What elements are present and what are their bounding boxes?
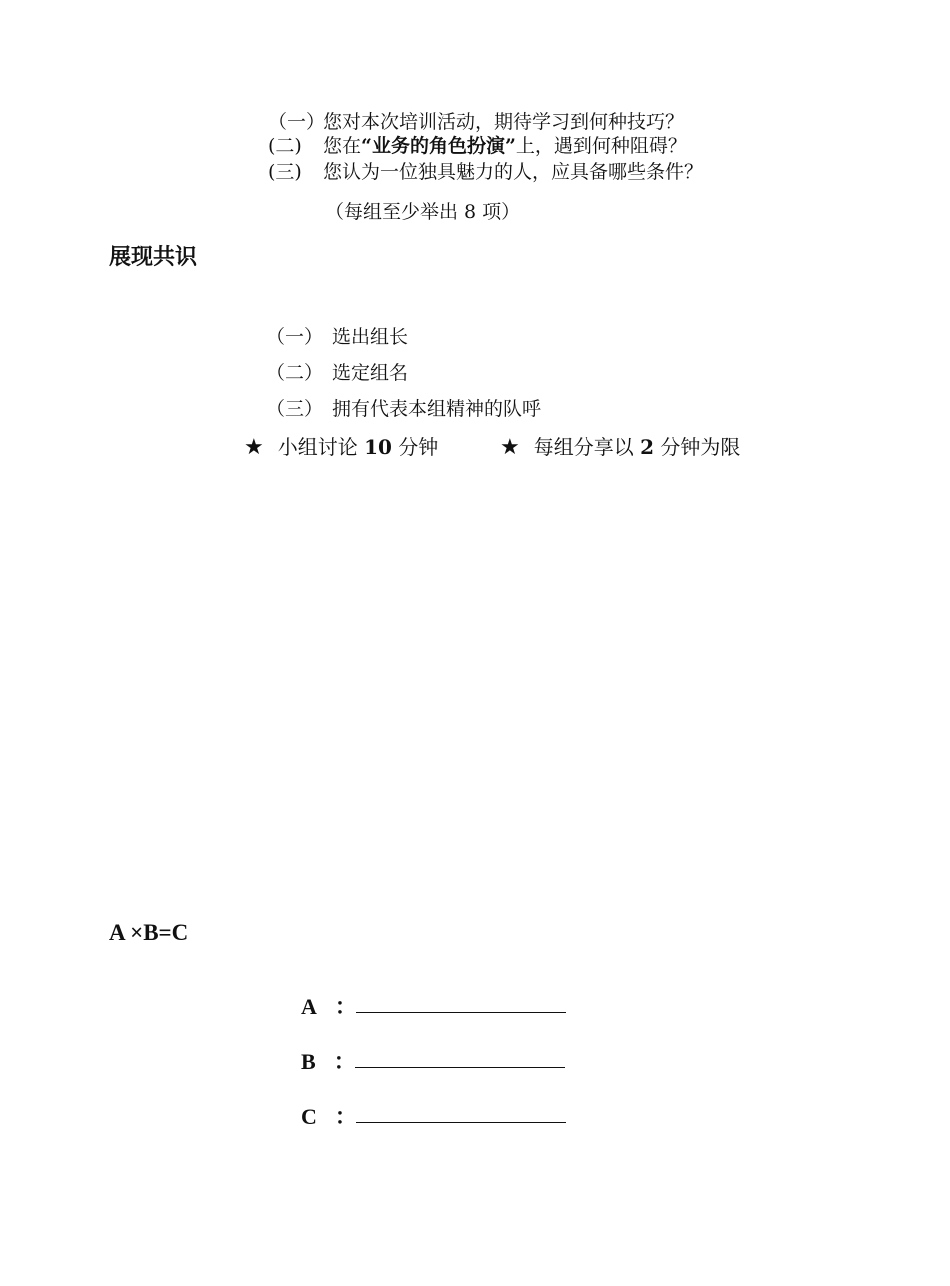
- question-3: [268, 160, 703, 184]
- question-text: 您认为一位独具魅力的人，应具备哪些条件？: [323, 161, 704, 183]
- question-text: 您对本次培训活动，期待学习到何种技巧？: [323, 111, 685, 133]
- question-text-post: 上，遇到何种阻碍？: [515, 135, 687, 157]
- question-text-pre: 您在: [323, 135, 362, 157]
- fill-in-a-blank[interactable]: [356, 1012, 566, 1013]
- question-text-emphasis: “业务的角色扮演”: [361, 135, 516, 157]
- fill-in-b-blank[interactable]: [355, 1067, 565, 1068]
- question-number: (三): [268, 161, 302, 183]
- item-number: （一）: [266, 326, 324, 348]
- star-note-sharing: ★ 每组分享以 2 分钟为限: [500, 435, 741, 460]
- fill-in-c-label: C ：: [301, 1104, 357, 1129]
- fill-in-b-label: B ：: [301, 1049, 356, 1074]
- black-star-icon: ★: [500, 435, 520, 460]
- black-star-icon: ★: [244, 435, 264, 460]
- fill-in-a-label: A ：: [301, 994, 357, 1019]
- item-text: 选出组长: [332, 326, 409, 348]
- section-title: 展现共识: [109, 245, 198, 270]
- item-number: （二）: [266, 362, 324, 384]
- list-item: [266, 358, 408, 385]
- star-note-discussion: ★ 小组讨论 10 分钟: [244, 435, 439, 460]
- item-number: （三）: [266, 398, 324, 420]
- question-number: （一）: [268, 111, 326, 133]
- question-number: (二): [268, 135, 302, 157]
- fill-in-c-blank[interactable]: [356, 1122, 566, 1123]
- question-1: [268, 110, 684, 134]
- item-text: 拥有代表本组精神的队呼: [332, 398, 542, 420]
- item-text: 选定组名: [332, 362, 409, 384]
- formula-heading: A ×B=C: [109, 920, 189, 945]
- list-item: [266, 322, 408, 349]
- question-2: [268, 134, 687, 158]
- list-item: [266, 394, 541, 421]
- note: （每组至少举出 8 项）: [325, 201, 521, 223]
